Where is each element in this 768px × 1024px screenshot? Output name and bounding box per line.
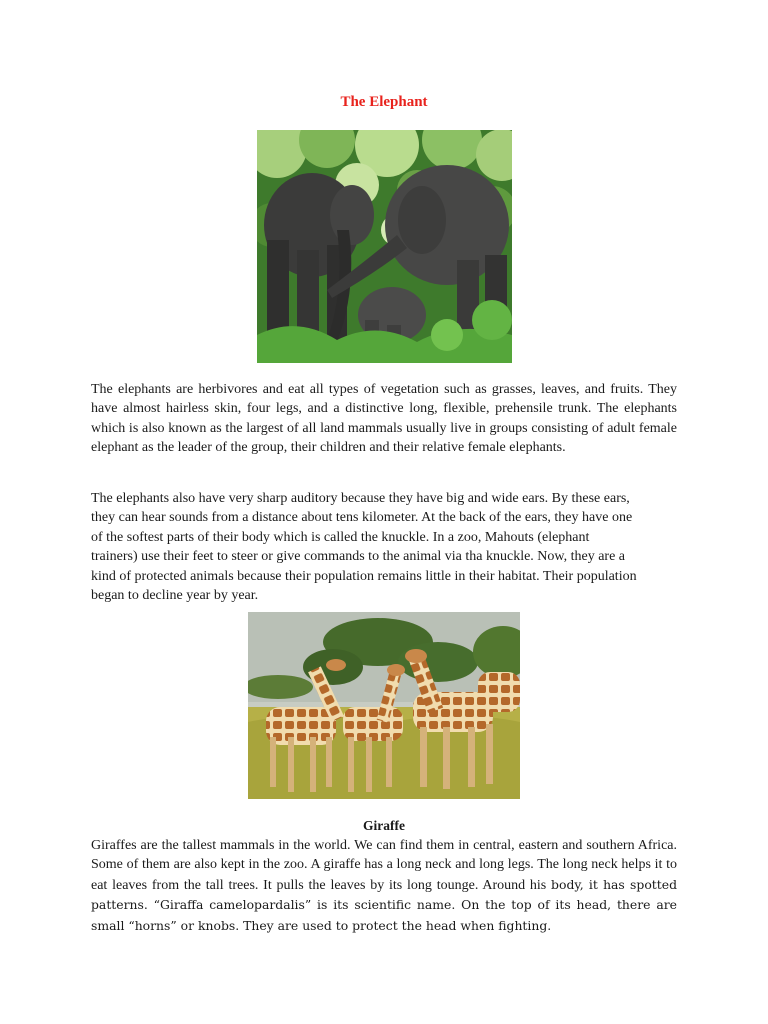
paragraph-line: of the softest parts of their body which is called the knuckle. In a zoo, Mahouts (elephant [91,529,590,545]
elephant-photo [257,130,512,363]
paragraph-line: kind of protected animals because their population remains little in their habitat. Their population [91,568,637,584]
paragraph-line: trainers) use their feet to steer or give commands to the animal via tha knuckle. Now, they are a [91,549,626,565]
paragraph-line: The elephants also have very sharp auditory because they have big and wide ears. By these ears, [91,491,630,506]
giraffe-heading: Giraffe [363,818,405,833]
elephant-paragraph-2 [91,489,677,605]
paragraph-line: began to decline year by year. [91,588,259,604]
giraffe-paragraph-part1: Giraffes are the tallest mammals in the world. We can find them in central, eastern and southern Africa. Some of them are also kept in the zoo. A giraffe has a long neck and long legs. The long neck helps it to eat leaves from the tall trees. It pulls the leaves by its long tounge. Around his [91,838,677,893]
giraffe-photo [248,612,520,799]
giraffe-paragraph [91,836,677,936]
giraffe-paragraph-part2: body, it has spotted patterns. “Giraffa camelopardalis” is its scientific name. On the top of its head, there are small “horns” or knobs. They are used to protect the head when fighting. [91,876,677,933]
document-title: The Elephant [340,94,428,110]
elephant-paragraph-1: The elephants are herbivores and eat all types of vegetation such as grasses, leaves, and fruits. They have almost hairless skin, four legs, and a distinctive long, flexible, prehensile trunk. The elephants which is also known as the largest of all land mammals usually live in groups consisting of adult female elephant as the leader of the group, their children and their relative female elephants. [91,382,677,456]
paragraph-line: they can hear sounds from a distance about tens kilometer. At the back of the ears, they have one [91,510,633,526]
